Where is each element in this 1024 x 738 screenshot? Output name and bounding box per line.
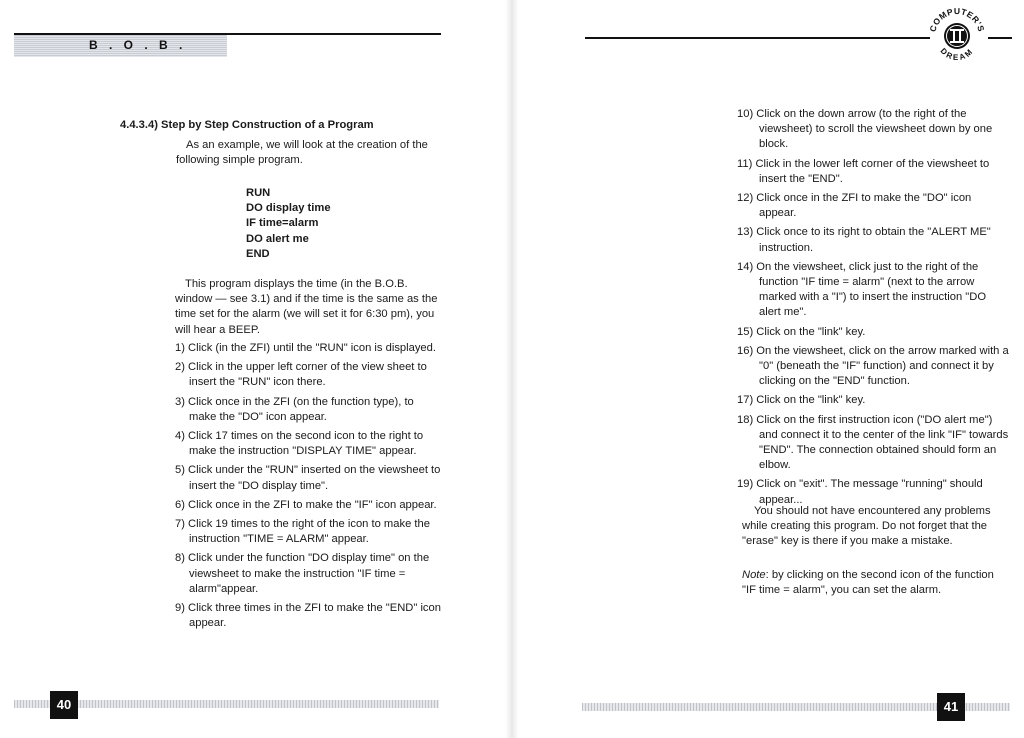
list-item: 3) Click once in the ZFI (on the function type), to make the "DO" icon appear. [175, 395, 414, 423]
steps-list-left [175, 341, 441, 635]
note-text: : by clicking on the second icon of the function "IF time = alarm", you can set the alarm. [742, 569, 994, 597]
list-item: 6) Click once in the ZFI to make the "IF" icon appear. [175, 498, 437, 511]
list-item: 11) Click in the lower left corner of the viewsheet to insert the "END". [737, 157, 990, 185]
list-item: 1) Click (in the ZFI) until the "RUN" icon is displayed. [175, 342, 436, 354]
list-item: 15) Click on the "link" key. [737, 325, 866, 338]
page-number: 41 [937, 693, 965, 721]
note-label: Note [742, 569, 766, 581]
list-item: 17) Click on the "link" key. [737, 394, 866, 407]
closing-paragraph: You should not have encountered any problems while creating this program. Do not forget that the "erase" key is there if you make a mistake. [742, 505, 991, 548]
right-page [512, 0, 1024, 738]
program-line: IF time=alarm [246, 217, 319, 230]
running-header: B . O . B . [89, 38, 187, 52]
list-item: 8) Click under the function "DO display time" on the viewsheet to make the instruction "IF time = alarm"appear. [175, 552, 430, 595]
section-heading: 4.4.3.4) Step by Step Construction of a Program [120, 119, 374, 131]
svg-text:COMPUTER'S: COMPUTER'S [927, 5, 987, 33]
svg-text:DREAM: DREAM [938, 46, 976, 63]
computers-dream-logo-icon [925, 4, 989, 68]
description-paragraph: This program displays the time (in the B.O.B. window — see 3.1) and if the time is the same as the time set for the alarm (we will set it for 6:30 pm), you will hear a BEEP. [175, 278, 438, 336]
note-paragraph [742, 568, 1008, 598]
list-item: 9) Click three times in the ZFI to make the "END" icon appear. [175, 602, 441, 630]
program-line: DO display time [246, 202, 331, 215]
list-item: 4) Click 17 times on the second icon to the right to make the instruction "DISPLAY TIME" appear. [175, 430, 424, 458]
list-item: 12) Click once in the ZFI to make the "DO" icon appear. [737, 192, 972, 220]
list-item: 18) Click on the first instruction icon ("DO alert me") and connect it to the center of the link "IF" towards "END". The connection obtained should form an elbow. [737, 413, 1009, 472]
page-number: 40 [50, 691, 78, 719]
list-item: 5) Click under the "RUN" inserted on the viewsheet to insert the "DO display time". [175, 464, 441, 492]
list-item: 16) On the viewsheet, click on the arrow marked with a "0" (beneath the "IF" function) and connect it by clicking on the "END" function. [737, 344, 1009, 388]
program-line: RUN [246, 187, 271, 199]
list-item: 13) Click once to its right to obtain the "ALERT ME" instruction. [737, 226, 991, 254]
program-line: END [246, 247, 270, 260]
list-item: 14) On the viewsheet, click just to the right of the function "IF time = alarm" (next to the arrow marked with a "I") to insert the instruction "DO alert me". [737, 260, 987, 319]
list-item: 2) Click in the upper left corner of the view sheet to insert the "RUN" icon there. [175, 361, 427, 389]
list-item: 10) Click on the down arrow (to the right of the viewsheet) to scroll the viewsheet down by one block. [737, 108, 993, 151]
program-listing [246, 186, 331, 262]
list-item: 19) Click on "exit". The message "running" should appear... [737, 478, 983, 506]
intro-paragraph: As an example, we will look at the creation of the following simple program. [176, 139, 428, 167]
steps-list-right [737, 107, 1009, 512]
program-line: DO alert me [246, 232, 309, 245]
header-rule-end [988, 37, 1012, 39]
list-item: 7) Click 19 times to the right of the icon to make the instruction "TIME = ALARM" appear. [175, 518, 430, 546]
header-rule [585, 37, 930, 39]
